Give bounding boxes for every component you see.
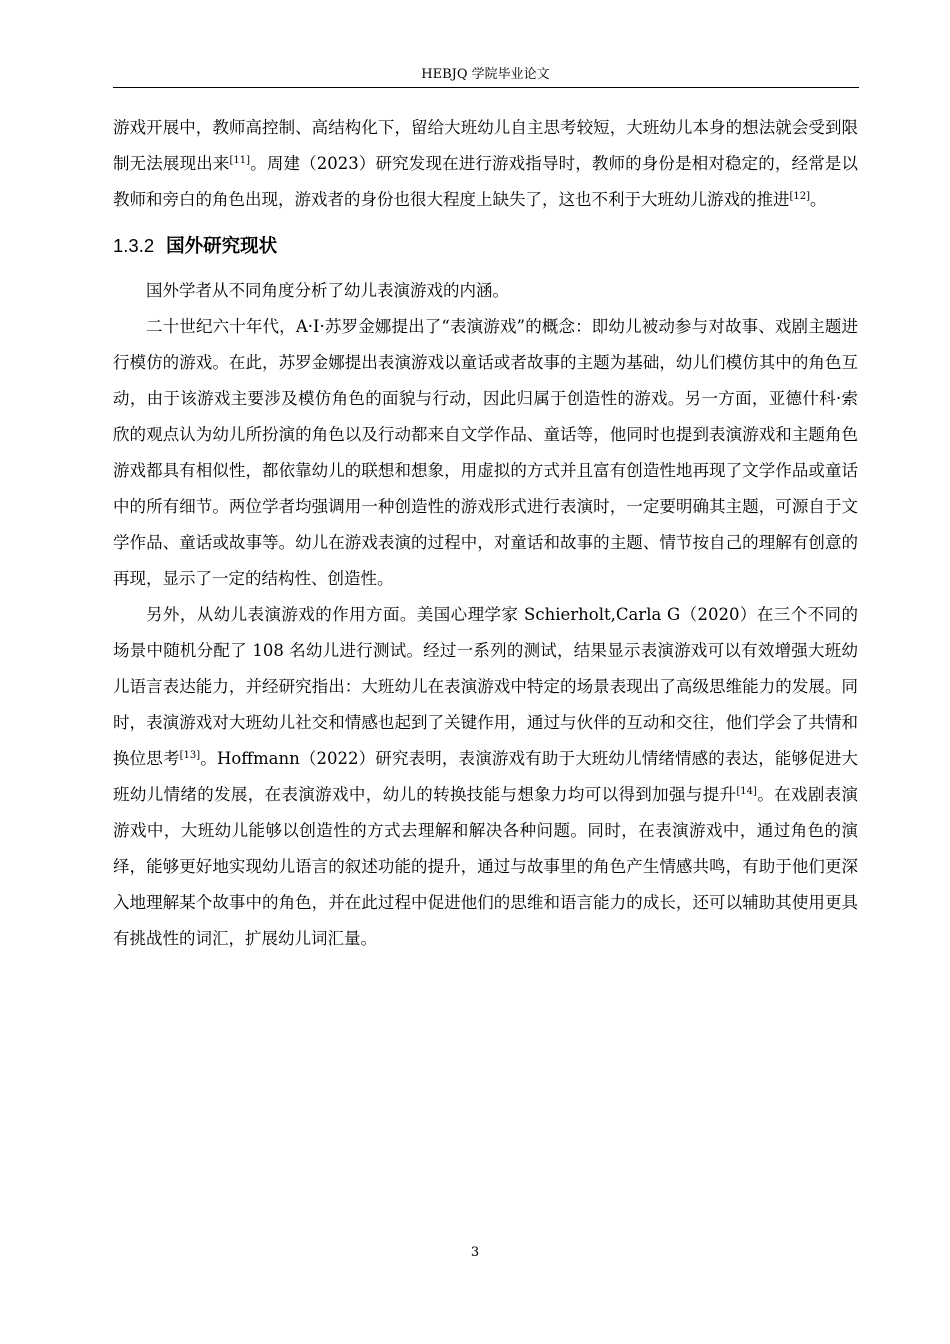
paragraph-1-text-a: 游戏开展中，教师高控制、高结构化下，留给大班幼儿自主思考较短，大班幼儿本身的想法就会受到限制无法展现出来	[113, 118, 858, 173]
citation-14[interactable]: [14]	[736, 786, 757, 797]
paragraph-3: 二十世纪六十年代，A·I·苏罗金娜提出了“表演游戏”的概念：即幼儿被动参与对故事、戏剧主题进行模仿的游戏。在此，苏罗金娜提出表演游戏以童话或者故事的主题为基础，幼儿们模仿其中的角色互动，由于该游戏主要涉及模仿角色的面貌与行动，因此归属于创造性的游戏。另一方面，亚德什科·索欣的观点认为幼儿所扮演的角色以及行动都来自文学作品、童话等，他同时也提到表演游戏和主题角色游戏都具有相似性，都依靠幼儿的联想和想象，用虚拟的方式并且富有创造性地再现了文学作品或童话中的所有细节。两位学者均强调用一种创造性的游戏形式进行表演时，一定要明确其主题，可源自于文学作品、童话或故事等。幼儿在游戏表演的过程中，对童话和故事的主题、情节按自己的理解有创意的再现，显示了一定的结构性、创造性。	[113, 317, 858, 588]
citation-11[interactable]: [11]	[229, 155, 251, 166]
paragraph-4	[113, 597, 858, 957]
paragraph-4-text-b: 。Hoffmann（2022）研究表明，表演游戏有助于大班幼儿情绪情感的表达，能够促进大班幼儿情绪的发展，在表演游戏中，幼儿的转换技能与想象力均可以得到加强与提升	[113, 749, 859, 804]
section-heading	[113, 228, 858, 265]
section-number: 1.3.2	[113, 235, 155, 256]
running-header: HEBJQ 学院毕业论文	[421, 67, 550, 82]
paragraph-2: 国外学者从不同角度分析了幼儿表演游戏的内涵。	[146, 281, 509, 300]
paragraph-4-text-c: 。在戏剧表演游戏中，大班幼儿能够以创造性的方式去理解和解决各种问题。同时，在表演游戏中，通过角色的演绎，能够更好地实现幼儿语言的叙述功能的提升，通过与故事里的角色产生情感共鸣，有助于他们更深入地理解某个故事中的角色，并在此过程中促进他们的思维和语言能力的成长，还可以辅助其使用更具有挑战性的词汇，扩展幼儿词汇量。	[113, 785, 859, 948]
citation-13[interactable]: [13]	[179, 750, 201, 761]
paragraph-1	[113, 110, 858, 218]
body-text	[113, 110, 858, 957]
header-rule	[113, 87, 859, 88]
citation-12[interactable]: [12]	[789, 191, 811, 202]
paragraph-4-text-a: 另外，从幼儿表演游戏的作用方面。美国心理学家 Schierholt,Carla G（2020）在三个不同的场景中随机分配了 108 名幼儿进行测试。经过一系列的测试，结果显示表演游戏可以有效增强大班幼儿语言表达能力，并经研究指出：大班幼儿在表演游戏中特定的场景表现出了高级思维能力的发展。同时，表演游戏对大班幼儿社交和情感也起到了关键作用，通过与伙伴的互动和交往，他们学会了共情和换位思考	[113, 605, 858, 768]
section-title: 国外研究现状	[166, 236, 278, 257]
page-number: 3	[470, 1245, 480, 1260]
paragraph-1-text-c: 。	[810, 190, 827, 209]
paragraph-1-text-b: 。周建（2023）研究发现在进行游戏指导时，教师的身份是相对稳定的，经常是以教师和旁白的角色出现，游戏者的身份也很大程度上缺失了，这也不利于大班幼儿游戏的推进	[113, 154, 858, 209]
